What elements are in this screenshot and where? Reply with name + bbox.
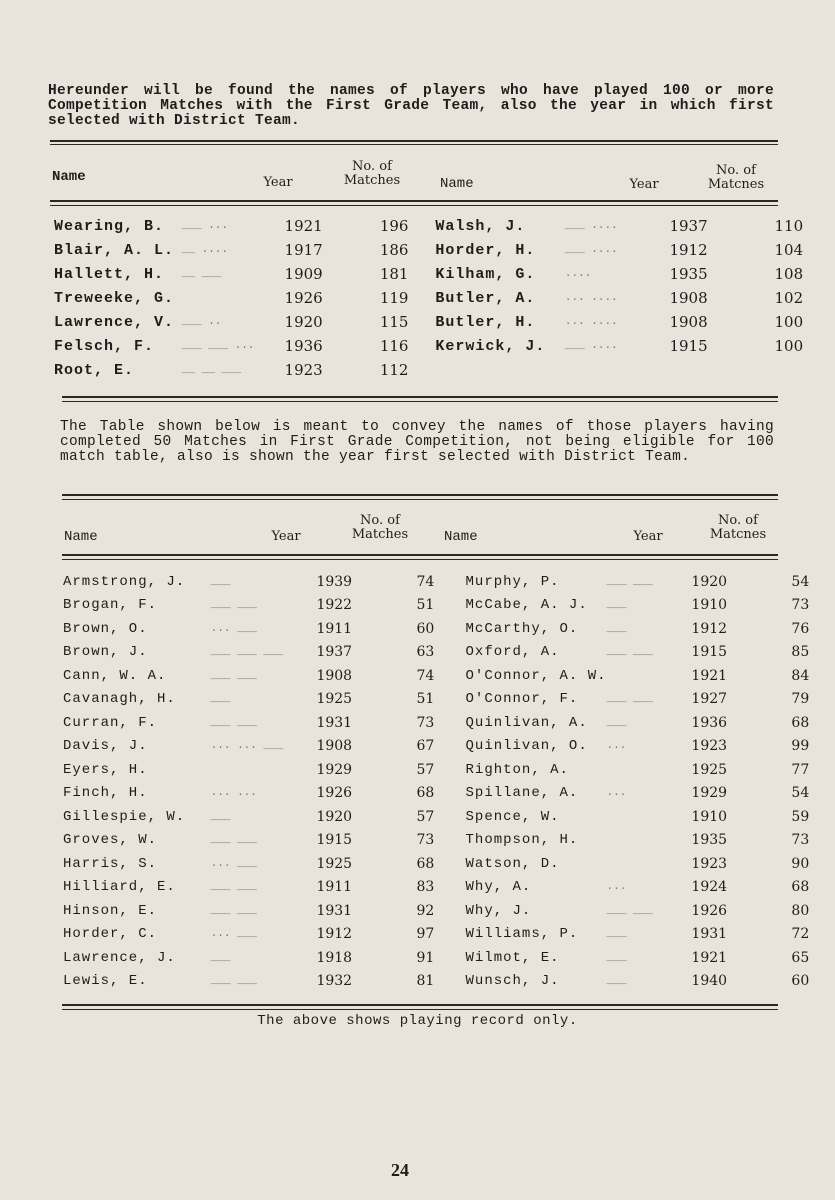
right-leader-dots: ___ (606, 716, 627, 729)
right-first-selected-year: 1940 (691, 973, 728, 990)
right-leader-dots (607, 758, 653, 782)
left-leader-dots: ___ ___ (210, 716, 257, 729)
table1-header-matches-left-line2: Matches (343, 173, 401, 188)
right-leader-dots: ___ (606, 599, 627, 612)
right-first-selected-year: 1921 (691, 667, 728, 684)
right-player-name: Wunsch, J. (465, 973, 560, 990)
right-player-name: Spence, W. (465, 808, 560, 825)
left-first-selected-year: 1921 (284, 217, 323, 235)
left-player-name: Root, E. (54, 361, 135, 379)
table2-header-rule-thin (62, 559, 778, 560)
left-player-name: Brown, J. (63, 644, 148, 661)
intro-paragraph-100-matches: Hereunder will be found the names of players who have played 100 or more Competition Matches with the First Grade Team, also the year in which first selected with District Team. (48, 83, 774, 129)
right-player-name: McCabe, A. J. (465, 597, 588, 614)
table-row (63, 688, 835, 712)
left-leader-dots: ... ___ (210, 622, 257, 635)
right-match-count: 110 (774, 217, 804, 235)
page-number: 24 (391, 1160, 409, 1180)
left-first-selected-year: 1915 (316, 832, 353, 849)
right-match-count: 68 (791, 714, 810, 731)
right-match-count: 79 (791, 691, 810, 708)
right-player-name: Wilmot, E. (465, 949, 560, 966)
right-player-name: Watson, D. (465, 855, 560, 872)
right-leader-dots: ___ ___ (606, 575, 653, 588)
right-leader-dots: ... .... (564, 316, 618, 328)
left-player-name: Treweeke, G. (54, 289, 175, 307)
right-first-selected-year (634, 358, 742, 382)
right-leader-dots: ___ .... (564, 340, 618, 352)
table-row (54, 310, 835, 334)
left-leader-dots: ___ (210, 575, 231, 588)
left-match-count: 196 (379, 217, 409, 235)
left-first-selected-year: 1922 (316, 597, 353, 614)
table2-header-matches-left (338, 514, 422, 542)
left-player-name: Horder, C. (63, 926, 158, 943)
left-match-count: 57 (416, 808, 435, 825)
right-match-count: 73 (791, 832, 810, 849)
left-match-count: 57 (416, 761, 435, 778)
table2-header-name-left: Name (64, 529, 98, 545)
left-match-count: 81 (416, 973, 435, 990)
left-first-selected-year: 1918 (316, 949, 353, 966)
left-first-selected-year: 1932 (316, 973, 353, 990)
left-leader-dots: ___ ___ (210, 669, 257, 682)
right-leader-dots: ___ ___ (606, 904, 653, 917)
left-player-name: Armstrong, J. (63, 573, 186, 590)
right-player-name: Walsh, J. (435, 217, 526, 235)
right-leader-dots: ___ .... (564, 220, 618, 232)
left-player-name: Cann, W. A. (63, 667, 167, 684)
right-first-selected-year: 1929 (691, 785, 728, 802)
left-first-selected-year: 1923 (284, 361, 323, 379)
left-first-selected-year: 1909 (284, 265, 323, 283)
table-row (54, 262, 835, 286)
right-first-selected-year: 1910 (691, 808, 728, 825)
right-player-name: Williams, P. (465, 926, 579, 943)
table1-header-matches-right-line1: No. of (716, 163, 756, 178)
right-leader-dots (607, 805, 653, 829)
table-100-matches (54, 214, 835, 382)
right-leader-dots: ... (606, 787, 627, 800)
left-player-name: Harris, S. (63, 855, 158, 872)
left-leader-dots: ... ... (210, 787, 257, 800)
right-leader-dots (607, 852, 653, 876)
right-leader-dots: ___ ___ (606, 646, 653, 659)
right-match-count: 100 (774, 313, 804, 331)
left-leader-dots: __ __ ___ (181, 364, 242, 376)
table2-bottom-rule (62, 1004, 778, 1006)
right-player-name: Murphy, P. (465, 573, 560, 590)
table2-top-rule (62, 494, 778, 496)
right-leader-dots: ___ (606, 928, 627, 941)
right-player-name (435, 358, 564, 382)
left-first-selected-year: 1920 (284, 313, 323, 331)
left-player-name: Davis, J. (63, 738, 148, 755)
right-match-count (743, 358, 835, 382)
left-first-selected-year: 1908 (316, 667, 353, 684)
left-leader-dots: ___ ___ ___ (210, 646, 284, 659)
left-match-count: 112 (379, 361, 409, 379)
left-match-count: 74 (416, 667, 435, 684)
left-leader-dots: ___ ___ (210, 975, 257, 988)
table1-header-matches-right-line2: Matcnes (707, 177, 765, 192)
left-player-name: Lawrence, V. (54, 313, 175, 331)
table1-header-matches-left-line1: No. of (352, 159, 392, 174)
table-row (54, 238, 835, 262)
left-player-name: Lewis, E. (63, 973, 148, 990)
right-player-name: Kerwick, J. (435, 337, 546, 355)
right-match-count: 59 (791, 808, 810, 825)
table2-header-name-right: Name (444, 529, 478, 545)
right-first-selected-year: 1923 (691, 738, 728, 755)
right-leader-dots: ___ ___ (606, 693, 653, 706)
left-leader-dots: ___ (210, 951, 231, 964)
left-match-count: 67 (416, 738, 435, 755)
left-first-selected-year: 1929 (316, 761, 353, 778)
table-row (63, 805, 835, 829)
right-player-name: Kilham, G. (435, 265, 536, 283)
right-first-selected-year: 1936 (691, 714, 728, 731)
right-first-selected-year: 1937 (669, 217, 708, 235)
left-match-count: 51 (416, 691, 435, 708)
table-row (63, 946, 835, 970)
left-leader-dots: ___ (210, 810, 231, 823)
right-player-name: Butler, A. (435, 289, 536, 307)
left-first-selected-year: 1936 (284, 337, 323, 355)
table-row (63, 758, 835, 782)
left-leader-dots: ___ ___ ... (181, 340, 255, 352)
left-match-count: 83 (416, 879, 435, 896)
left-leader-dots: ___ ___ (210, 881, 257, 894)
table-row (63, 970, 835, 994)
left-first-selected-year: 1920 (316, 808, 353, 825)
left-player-name: Hallett, H. (54, 265, 165, 283)
table-row (54, 214, 835, 238)
left-player-name: Finch, H. (63, 785, 148, 802)
table-row (63, 594, 835, 618)
left-leader-dots: ___ .. (181, 316, 222, 328)
left-leader-dots: ... ___ (210, 857, 257, 870)
right-first-selected-year: 1927 (691, 691, 728, 708)
left-leader-dots: ___ ___ (210, 904, 257, 917)
left-player-name: Brown, O. (63, 620, 148, 637)
right-match-count: 90 (791, 855, 810, 872)
right-player-name: Oxford, A. (465, 644, 560, 661)
right-match-count: 77 (791, 761, 810, 778)
left-player-name: Gillespie, W. (63, 808, 186, 825)
left-player-name: Brogan, F. (63, 597, 158, 614)
table2-header-rule (62, 554, 778, 556)
footnote: The above shows playing record only. (257, 1013, 578, 1029)
left-match-count: 74 (416, 573, 435, 590)
right-player-name: Spillane, A. (465, 785, 579, 802)
right-match-count: 100 (774, 337, 804, 355)
left-first-selected-year: 1931 (316, 902, 353, 919)
table1-header-year-left: Year (263, 175, 293, 190)
right-leader-dots: ___ (606, 975, 627, 988)
right-match-count: 85 (791, 644, 810, 661)
table-row (63, 664, 835, 688)
table-row (63, 876, 835, 900)
left-first-selected-year: 1939 (316, 573, 353, 590)
left-player-name: Cavanagh, H. (63, 691, 176, 708)
left-match-count: 73 (416, 714, 435, 731)
right-player-name: Quinlivan, A. (465, 714, 588, 731)
left-leader-dots: __ .... (181, 244, 229, 256)
left-match-count: 186 (379, 241, 409, 259)
right-leader-dots: ... .... (564, 292, 618, 304)
right-player-name: Why, J. (465, 902, 532, 919)
table1-header-name-right: Name (440, 176, 474, 192)
left-match-count: 181 (379, 265, 409, 283)
table1-header-matches-left (330, 160, 414, 188)
table2-bottom-rule-thin (62, 1009, 778, 1010)
left-player-name: Felsch, F. (54, 337, 155, 355)
table2-header-matches-right (696, 514, 780, 542)
table2-header-matches-left-line2: Matches (351, 527, 409, 542)
right-match-count: 84 (791, 667, 810, 684)
left-first-selected-year: 1911 (316, 879, 353, 896)
right-first-selected-year: 1921 (691, 949, 728, 966)
left-first-selected-year: 1908 (316, 738, 353, 755)
left-match-count: 91 (416, 949, 435, 966)
right-first-selected-year: 1912 (669, 241, 708, 259)
right-first-selected-year: 1912 (691, 620, 728, 637)
right-match-count: 68 (791, 879, 810, 896)
left-match-count: 60 (416, 620, 435, 637)
left-first-selected-year: 1925 (316, 855, 353, 872)
right-leader-dots (607, 829, 653, 853)
left-match-count: 92 (416, 902, 435, 919)
left-leader-dots: ... ___ (210, 928, 257, 941)
left-leader-dots: ___ ___ (210, 834, 257, 847)
left-first-selected-year: 1926 (316, 785, 353, 802)
table-row (63, 711, 835, 735)
right-leader-dots: ___ .... (564, 244, 618, 256)
left-player-name: Blair, A. L. (54, 241, 175, 259)
right-leader-dots (565, 358, 635, 382)
table-row (63, 852, 835, 876)
left-player-name: Hinson, E. (63, 902, 158, 919)
right-player-name: Why, A. (465, 879, 532, 896)
left-match-count: 68 (416, 855, 435, 872)
left-first-selected-year: 1917 (284, 241, 323, 259)
table-row (63, 735, 835, 759)
table1-header-matches-right (694, 164, 778, 192)
left-leader-dots: ... ... ___ (210, 740, 284, 753)
right-player-name: Horder, H. (435, 241, 536, 259)
right-first-selected-year: 1925 (691, 761, 728, 778)
right-leader-dots: ... (606, 740, 627, 753)
left-first-selected-year: 1937 (316, 644, 353, 661)
left-leader-dots: ___ ___ (210, 599, 257, 612)
left-match-count: 115 (379, 313, 409, 331)
left-leader-dots (182, 286, 255, 310)
table-row (63, 641, 835, 665)
left-match-count: 68 (416, 785, 435, 802)
table1-header-year-right: Year (629, 177, 659, 192)
table-row (63, 899, 835, 923)
left-first-selected-year: 1925 (316, 691, 353, 708)
table-row (63, 782, 835, 806)
table1-header-name-left: Name (52, 169, 86, 185)
right-match-count: 108 (774, 265, 804, 283)
right-leader-dots: ___ (606, 622, 627, 635)
table-row (54, 358, 835, 382)
table2-header-year-right: Year (633, 529, 663, 544)
left-match-count: 97 (416, 926, 435, 943)
right-first-selected-year: 1923 (691, 855, 728, 872)
right-match-count: 72 (791, 926, 810, 943)
right-first-selected-year: 1910 (691, 597, 728, 614)
right-leader-dots: ___ (606, 951, 627, 964)
right-match-count: 80 (791, 902, 810, 919)
table-row (54, 334, 835, 358)
table-row (54, 286, 835, 310)
left-first-selected-year: 1911 (316, 620, 353, 637)
left-leader-dots (211, 758, 284, 782)
left-match-count: 63 (416, 644, 435, 661)
right-first-selected-year: 1926 (691, 902, 728, 919)
left-player-name: Groves, W. (63, 832, 158, 849)
table1-bottom-rule-thin (62, 401, 778, 402)
table-row (63, 923, 835, 947)
left-player-name: Eyers, H. (63, 761, 148, 778)
table2-top-rule-thin (62, 499, 778, 500)
right-match-count: 76 (791, 620, 810, 637)
left-match-count: 73 (416, 832, 435, 849)
right-match-count: 102 (774, 289, 804, 307)
right-player-name: O'Connor, F. (465, 691, 579, 708)
left-player-name: Wearing, B. (54, 217, 165, 235)
right-player-name: O'Connor, A. W. (465, 667, 607, 684)
right-first-selected-year: 1920 (691, 573, 728, 590)
right-match-count: 99 (791, 738, 810, 755)
table1-top-rule-thin (50, 144, 778, 145)
left-match-count: 51 (416, 597, 435, 614)
right-match-count: 104 (774, 241, 804, 259)
right-match-count: 54 (791, 573, 810, 590)
table-row (63, 617, 835, 641)
table2-header-matches-right-line1: No. of (718, 513, 758, 528)
right-match-count: 60 (791, 973, 810, 990)
table-row (63, 829, 835, 853)
right-leader-dots: .... (564, 268, 592, 280)
right-first-selected-year: 1915 (669, 337, 708, 355)
right-first-selected-year: 1915 (691, 644, 728, 661)
right-first-selected-year: 1908 (669, 289, 708, 307)
right-player-name: McCarthy, O. (465, 620, 579, 637)
right-leader-dots (607, 664, 653, 688)
right-match-count: 73 (791, 597, 810, 614)
intro-paragraph-50-matches: The Table shown below is meant to convey the names of those players having completed 50 Matches in First Grade Competition, not being eligible for 100 match table, also is shown the year first selected with District Team. (60, 419, 774, 465)
right-first-selected-year: 1935 (669, 265, 708, 283)
left-leader-dots: __ ___ (181, 268, 222, 280)
left-player-name: Curran, F. (63, 714, 158, 731)
left-first-selected-year: 1912 (316, 926, 353, 943)
left-leader-dots: ___ ... (181, 220, 229, 232)
left-match-count: 116 (379, 337, 409, 355)
table-50-matches (63, 570, 835, 993)
right-player-name: Quinlivan, O. (465, 738, 588, 755)
right-player-name: Butler, H. (435, 313, 536, 331)
right-match-count: 54 (791, 785, 810, 802)
right-first-selected-year: 1935 (691, 832, 728, 849)
table1-top-rule (50, 140, 778, 142)
left-first-selected-year: 1926 (284, 289, 323, 307)
right-first-selected-year: 1908 (669, 313, 708, 331)
right-first-selected-year: 1931 (691, 926, 728, 943)
left-player-name: Hilliard, E. (63, 879, 176, 896)
table-row (63, 570, 835, 594)
left-leader-dots: ___ (210, 693, 231, 706)
table2-header-matches-right-line2: Matcnes (709, 527, 767, 542)
table1-bottom-rule (62, 396, 778, 398)
table2-header-matches-left-line1: No. of (360, 513, 400, 528)
right-first-selected-year: 1924 (691, 879, 728, 896)
right-leader-dots: ... (606, 881, 627, 894)
table2-header-year-left: Year (271, 529, 301, 544)
left-player-name: Lawrence, J. (63, 949, 176, 966)
right-match-count: 65 (791, 949, 810, 966)
left-first-selected-year: 1931 (316, 714, 353, 731)
table1-header-rule (50, 200, 778, 202)
left-match-count: 119 (379, 289, 409, 307)
right-player-name: Thompson, H. (465, 832, 579, 849)
table1-header-rule-thin (50, 205, 778, 206)
right-player-name: Righton, A. (465, 761, 569, 778)
